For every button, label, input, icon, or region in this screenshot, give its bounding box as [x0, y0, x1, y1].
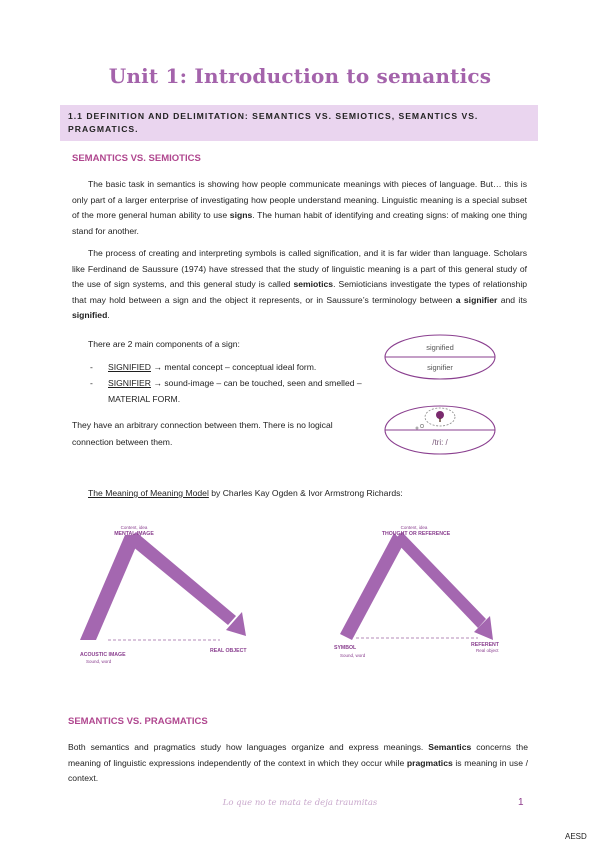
footer-text: Lo que no te mata te deja traumitas: [222, 798, 378, 808]
right-right-label: REFERENT: [471, 642, 499, 648]
signifier-label: signifier: [427, 363, 453, 372]
watermark: AESD: [565, 832, 587, 841]
arrow-left-side: [80, 535, 141, 640]
signified-label: signified: [426, 343, 454, 352]
right-right-small: Real object: [476, 648, 499, 653]
right-bottom-label: SYMBOL: [334, 645, 357, 651]
semiotics-paragraph-2: The process of creating and interpreting symbols is called signification, and it is far wider than language. Scholars like Ferdinand de Saussure (1974) have stressed that the study of linguistic meaning is a part of this general study of the use of sign systems, and this general study is called semiotics. Semioticians investigate the types of relationship that may hold between a sign and the object it represents, or in Saussure’s terminology between a signifier and its signified.: [72, 248, 528, 321]
sign-diagram: [382, 332, 502, 462]
list-item: - SIGNIFIER → sound-image – can be touched, seen and smelled – MATERIAL FORM.: [90, 378, 362, 404]
left-bottom-small: Sound, word: [86, 659, 112, 664]
model-reference: The Meaning of Meaning Model by Charles Kay Ogden & Ivor Armstrong Richards:: [88, 488, 403, 498]
left-bottom-label: ACOUSTIC IMAGE: [80, 652, 126, 658]
right-top-label: THOUGHT OR REFERENCE: [381, 531, 451, 537]
left-top-small: Content, idea: [120, 525, 148, 530]
signifier-term: SIGNIFIER: [108, 378, 151, 388]
arbitrary-connection-text: They have an arbitrary connection between them. There is no logical connection between them.: [72, 420, 333, 447]
pragmatics-paragraph: Both semantics and pragmatics study how languages organize and express meanings. Semantics concerns the meaning of linguistic expressions independently of the context in which they occur while pragmatics is meaning in use / context.: [68, 742, 528, 784]
triangle-diagram-right: [328, 518, 528, 668]
page-number: 1: [518, 797, 524, 808]
signified-term: SIGNIFIED: [108, 362, 151, 372]
arrow-right-side: [126, 532, 236, 625]
triangle-diagram-left: [70, 518, 270, 668]
arrow-right-side: [394, 532, 486, 628]
list-item: - SIGNIFIED → mental concept – conceptual ideal form.: [90, 362, 317, 372]
section-heading: [60, 105, 538, 141]
components-intro: There are 2 main components of a sign:: [88, 339, 240, 349]
model-title: The Meaning of Meaning Model: [88, 488, 209, 498]
semiotics-paragraph-1: The basic task in semantics is showing how people communicate meanings with pieces of language. But… this is only part of a larger enterprise of investigating how people understand meaning. Linguistic meaning is a special subset of the more general human ability to use signs. The human habit of identifying and creating signs: of making one thing stand for another.: [72, 179, 527, 236]
components-list: [90, 359, 370, 407]
left-right-label: REAL OBJECT: [210, 648, 247, 654]
section-heading-line2: PRAGMATICS.: [68, 124, 139, 134]
phonetic-label: /tri: /: [432, 438, 448, 447]
right-bottom-small: Sound, word: [340, 653, 366, 658]
right-top-small: Content, idea: [400, 525, 428, 530]
arrow-left-side: [340, 533, 404, 640]
pragmatics-heading: SEMANTICS VS. PRAGMATICS: [68, 716, 208, 727]
section-heading-line1: 1.1 DEFINITION AND DELIMITATION: SEMANTICS VS. SEMIOTICS, SEMANTICS VS.: [68, 111, 479, 121]
left-top-label: MENTAL IMAGE: [114, 531, 154, 537]
semiotics-heading: SEMANTICS VS. SEMIOTICS: [72, 153, 201, 164]
page-title: Unit 1: Introduction to semantics: [108, 64, 492, 88]
tree-thought-icon: [416, 408, 455, 429]
